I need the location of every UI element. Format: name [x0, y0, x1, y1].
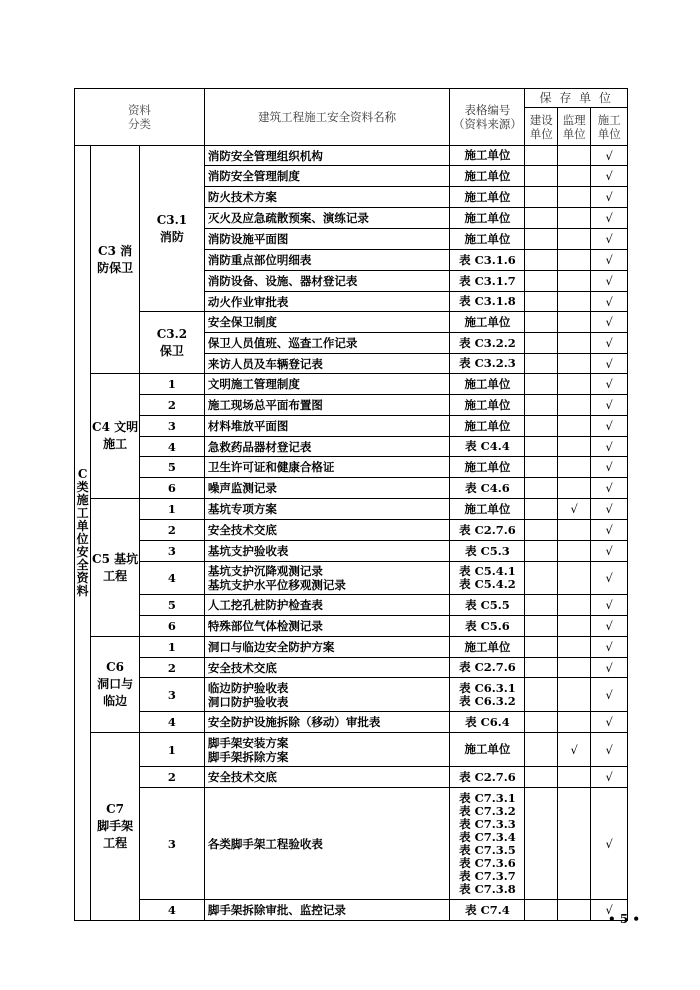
row-supervise-unit: [557, 271, 590, 292]
row-name: 动火作业审批表: [204, 292, 450, 312]
row-name: 材料堆放平面图: [204, 416, 450, 437]
header-build-unit: 建设 单位: [525, 108, 557, 146]
row-name: 防火技术方案: [204, 187, 450, 208]
row-name: 安全技术交底: [204, 658, 450, 678]
row-code: 施工单位: [450, 416, 525, 437]
row-name: 消防设施平面图: [204, 229, 450, 250]
row-build-unit: [525, 457, 557, 478]
row-code: 表 C6.3.1 表 C6.3.2: [450, 678, 525, 712]
row-supervise-unit: [557, 229, 590, 250]
row-order: 3: [139, 416, 204, 437]
row-supervise-unit: [557, 333, 590, 354]
row-build-unit: [525, 229, 557, 250]
row-build-unit: [525, 788, 557, 900]
row-name: 人工挖孔桩防护检查表: [204, 595, 450, 616]
group-c6-label: C6 洞口与 临边: [91, 637, 140, 733]
row-code: 施工单位: [450, 146, 525, 166]
table-row: [75, 146, 628, 166]
row-build-unit: [525, 312, 557, 333]
row-supervise-unit: [557, 374, 590, 395]
row-order: 1: [139, 374, 204, 395]
row-construct-unit: √: [591, 658, 628, 678]
row-construct-unit: √: [591, 457, 628, 478]
row-construct-unit: √: [591, 292, 628, 312]
row-name: 基坑支护沉降观测记录 基坑支护水平位移观测记录: [204, 562, 450, 595]
row-order: 1: [139, 733, 204, 767]
row-code: 施工单位: [450, 187, 525, 208]
group-c3-label: C3 消 防保卫: [91, 146, 140, 374]
row-supervise-unit: [557, 478, 590, 499]
row-name: 噪声监测记录: [204, 478, 450, 499]
row-order: 3: [139, 788, 204, 900]
row-order: 2: [139, 767, 204, 788]
table-row: [75, 678, 628, 712]
table-row: [75, 478, 628, 499]
row-name: 洞口与临边安全防护方案: [204, 637, 450, 658]
row-supervise-unit: [557, 292, 590, 312]
row-supervise-unit: [557, 520, 590, 541]
row-supervise-unit: [557, 457, 590, 478]
row-code: 表 C4.4: [450, 437, 525, 457]
row-construct-unit: √: [591, 271, 628, 292]
row-supervise-unit: [557, 416, 590, 437]
table-row: [75, 658, 628, 678]
table-row: [75, 788, 628, 900]
page-number: • 5 •: [608, 912, 641, 926]
row-build-unit: [525, 271, 557, 292]
row-build-unit: [525, 437, 557, 457]
row-code: 施工单位: [450, 166, 525, 187]
class-label: C 类 施 工 单 位 安 全 资 料: [75, 146, 91, 921]
row-supervise-unit: [557, 595, 590, 616]
row-supervise-unit: √: [557, 733, 590, 767]
row-build-unit: [525, 166, 557, 187]
row-supervise-unit: [557, 616, 590, 637]
row-supervise-unit: [557, 900, 590, 921]
row-name: 消防重点部位明细表: [204, 250, 450, 271]
table-row: [75, 767, 628, 788]
row-code: 表 C7.3.1 表 C7.3.2 表 C7.3.3 表 C7.3.4 表 C7.3.5 表 C7.3.6 表 C7.3.7 表 C7.3.8: [450, 788, 525, 900]
row-construct-unit: √: [591, 333, 628, 354]
table-row: [75, 562, 628, 595]
row-supervise-unit: √: [557, 499, 590, 520]
row-build-unit: [525, 562, 557, 595]
row-code: 表 C3.1.8: [450, 292, 525, 312]
row-construct-unit: √: [591, 208, 628, 229]
row-name: 安全保卫制度: [204, 312, 450, 333]
row-construct-unit: √: [591, 187, 628, 208]
row-supervise-unit: [557, 208, 590, 229]
row-supervise-unit: [557, 166, 590, 187]
row-supervise-unit: [557, 788, 590, 900]
row-build-unit: [525, 499, 557, 520]
table-row: [75, 520, 628, 541]
row-code: 表 C2.7.6: [450, 520, 525, 541]
row-name: 安全技术交底: [204, 767, 450, 788]
row-build-unit: [525, 637, 557, 658]
table-row: [75, 437, 628, 457]
row-order: 3: [139, 541, 204, 562]
header-name: 建筑工程施工安全资料名称: [204, 89, 450, 146]
row-construct-unit: √: [591, 900, 628, 921]
row-order: 6: [139, 616, 204, 637]
row-name: 基坑专项方案: [204, 499, 450, 520]
row-construct-unit: √: [591, 374, 628, 395]
group-c5-label: C5 基坑 工程: [91, 499, 140, 637]
row-build-unit: [525, 374, 557, 395]
table-row: [75, 637, 628, 658]
row-construct-unit: √: [591, 788, 628, 900]
subgroup-c31-label: C3.1 消防: [139, 146, 204, 312]
table-row: [75, 499, 628, 520]
row-code: 表 C6.4: [450, 712, 525, 733]
row-build-unit: [525, 678, 557, 712]
row-order: 3: [139, 678, 204, 712]
row-supervise-unit: [557, 767, 590, 788]
header-code: 表格编号 （资料来源）: [450, 89, 525, 146]
row-supervise-unit: [557, 541, 590, 562]
row-supervise-unit: [557, 312, 590, 333]
row-build-unit: [525, 478, 557, 499]
row-code: 表 C2.7.6: [450, 767, 525, 788]
row-code: 施工单位: [450, 637, 525, 658]
table-row: [75, 395, 628, 416]
table-row: [75, 616, 628, 637]
table-row: [75, 416, 628, 437]
row-order: 1: [139, 637, 204, 658]
row-build-unit: [525, 541, 557, 562]
row-name: 来访人员及车辆登记表: [204, 354, 450, 374]
row-code: 施工单位: [450, 229, 525, 250]
row-construct-unit: √: [591, 437, 628, 457]
row-name: 文明施工管理制度: [204, 374, 450, 395]
row-name: 保卫人员值班、巡查工作记录: [204, 333, 450, 354]
row-order: 1: [139, 499, 204, 520]
row-build-unit: [525, 712, 557, 733]
row-code: 表 C3.2.3: [450, 354, 525, 374]
row-supervise-unit: [557, 562, 590, 595]
row-construct-unit: √: [591, 166, 628, 187]
row-code: 表 C5.5: [450, 595, 525, 616]
row-order: 2: [139, 658, 204, 678]
row-construct-unit: √: [591, 712, 628, 733]
row-supervise-unit: [557, 658, 590, 678]
table-row: [75, 595, 628, 616]
row-code: 表 C5.6: [450, 616, 525, 637]
group-c4-label: C4 文明 施工: [91, 374, 140, 499]
row-build-unit: [525, 354, 557, 374]
row-construct-unit: √: [591, 312, 628, 333]
row-build-unit: [525, 292, 557, 312]
row-name: 安全防护设施拆除（移动）审批表: [204, 712, 450, 733]
row-build-unit: [525, 333, 557, 354]
row-code: 表 C4.6: [450, 478, 525, 499]
row-name: 消防安全管理制度: [204, 166, 450, 187]
row-build-unit: [525, 208, 557, 229]
row-supervise-unit: [557, 437, 590, 457]
row-code: 表 C3.1.6: [450, 250, 525, 271]
row-order: 4: [139, 562, 204, 595]
row-order: 6: [139, 478, 204, 499]
row-build-unit: [525, 250, 557, 271]
row-order: 4: [139, 900, 204, 921]
row-name: 灭火及应急疏散预案、演练记录: [204, 208, 450, 229]
subgroup-c32-label: C3.2 保卫: [139, 312, 204, 374]
table-row: [75, 900, 628, 921]
row-name: 脚手架安装方案 脚手架拆除方案: [204, 733, 450, 767]
row-construct-unit: √: [591, 395, 628, 416]
row-construct-unit: √: [591, 616, 628, 637]
row-build-unit: [525, 733, 557, 767]
row-construct-unit: √: [591, 250, 628, 271]
row-code: 施工单位: [450, 312, 525, 333]
row-name: 消防安全管理组织机构: [204, 146, 450, 166]
table-row: [75, 457, 628, 478]
row-name: 消防设备、设施、器材登记表: [204, 271, 450, 292]
header-keep-unit: 保 存 单 位: [525, 89, 628, 108]
group-c7-label: C7 脚手架 工程: [91, 733, 140, 921]
row-code: 表 C2.7.6: [450, 658, 525, 678]
row-construct-unit: √: [591, 595, 628, 616]
row-build-unit: [525, 658, 557, 678]
safety-document-table: [74, 88, 628, 921]
row-code: 施工单位: [450, 499, 525, 520]
row-construct-unit: √: [591, 678, 628, 712]
row-supervise-unit: [557, 250, 590, 271]
row-supervise-unit: [557, 146, 590, 166]
row-supervise-unit: [557, 678, 590, 712]
row-name: 临边防护验收表 洞口防护验收表: [204, 678, 450, 712]
row-build-unit: [525, 616, 557, 637]
row-order: 2: [139, 520, 204, 541]
row-construct-unit: √: [591, 499, 628, 520]
row-order: 2: [139, 395, 204, 416]
row-construct-unit: √: [591, 541, 628, 562]
row-build-unit: [525, 146, 557, 166]
table-row: [75, 312, 628, 333]
row-construct-unit: √: [591, 229, 628, 250]
row-code: 表 C5.4.1 表 C5.4.2: [450, 562, 525, 595]
row-construct-unit: √: [591, 354, 628, 374]
row-code: 施工单位: [450, 457, 525, 478]
table-row: [75, 541, 628, 562]
header-construct-unit: 施工 单位: [591, 108, 628, 146]
row-name: 脚手架拆除审批、监控记录: [204, 900, 450, 921]
row-name: 基坑支护验收表: [204, 541, 450, 562]
row-code: 施工单位: [450, 208, 525, 229]
row-name: 卫生许可证和健康合格证: [204, 457, 450, 478]
row-supervise-unit: [557, 395, 590, 416]
row-construct-unit: √: [591, 520, 628, 541]
row-name: 特殊部位气体检测记录: [204, 616, 450, 637]
row-build-unit: [525, 187, 557, 208]
row-name: 各类脚手架工程验收表: [204, 788, 450, 900]
row-build-unit: [525, 520, 557, 541]
row-build-unit: [525, 395, 557, 416]
row-build-unit: [525, 900, 557, 921]
row-order: 4: [139, 437, 204, 457]
row-code: 施工单位: [450, 374, 525, 395]
row-name: 急救药品器材登记表: [204, 437, 450, 457]
row-code: 表 C5.3: [450, 541, 525, 562]
row-construct-unit: √: [591, 146, 628, 166]
row-supervise-unit: [557, 187, 590, 208]
row-build-unit: [525, 595, 557, 616]
row-construct-unit: √: [591, 416, 628, 437]
row-code: 施工单位: [450, 733, 525, 767]
row-code: 表 C3.2.2: [450, 333, 525, 354]
row-build-unit: [525, 767, 557, 788]
row-supervise-unit: [557, 637, 590, 658]
row-construct-unit: √: [591, 478, 628, 499]
row-name: 施工现场总平面布置图: [204, 395, 450, 416]
row-code: 施工单位: [450, 395, 525, 416]
row-supervise-unit: [557, 712, 590, 733]
row-construct-unit: √: [591, 562, 628, 595]
header-category: 资料 分类: [75, 89, 205, 146]
row-code: 表 C7.4: [450, 900, 525, 921]
row-order: 5: [139, 595, 204, 616]
row-order: 4: [139, 712, 204, 733]
row-build-unit: [525, 416, 557, 437]
row-construct-unit: √: [591, 767, 628, 788]
table-row: [75, 733, 628, 767]
row-construct-unit: √: [591, 637, 628, 658]
row-order: 5: [139, 457, 204, 478]
row-name: 安全技术交底: [204, 520, 450, 541]
table-row: [75, 374, 628, 395]
row-construct-unit: √: [591, 733, 628, 767]
table-row: [75, 712, 628, 733]
row-supervise-unit: [557, 354, 590, 374]
header-supervise-unit: 监理 单位: [557, 108, 590, 146]
header-row: [75, 89, 628, 108]
row-code: 表 C3.1.7: [450, 271, 525, 292]
